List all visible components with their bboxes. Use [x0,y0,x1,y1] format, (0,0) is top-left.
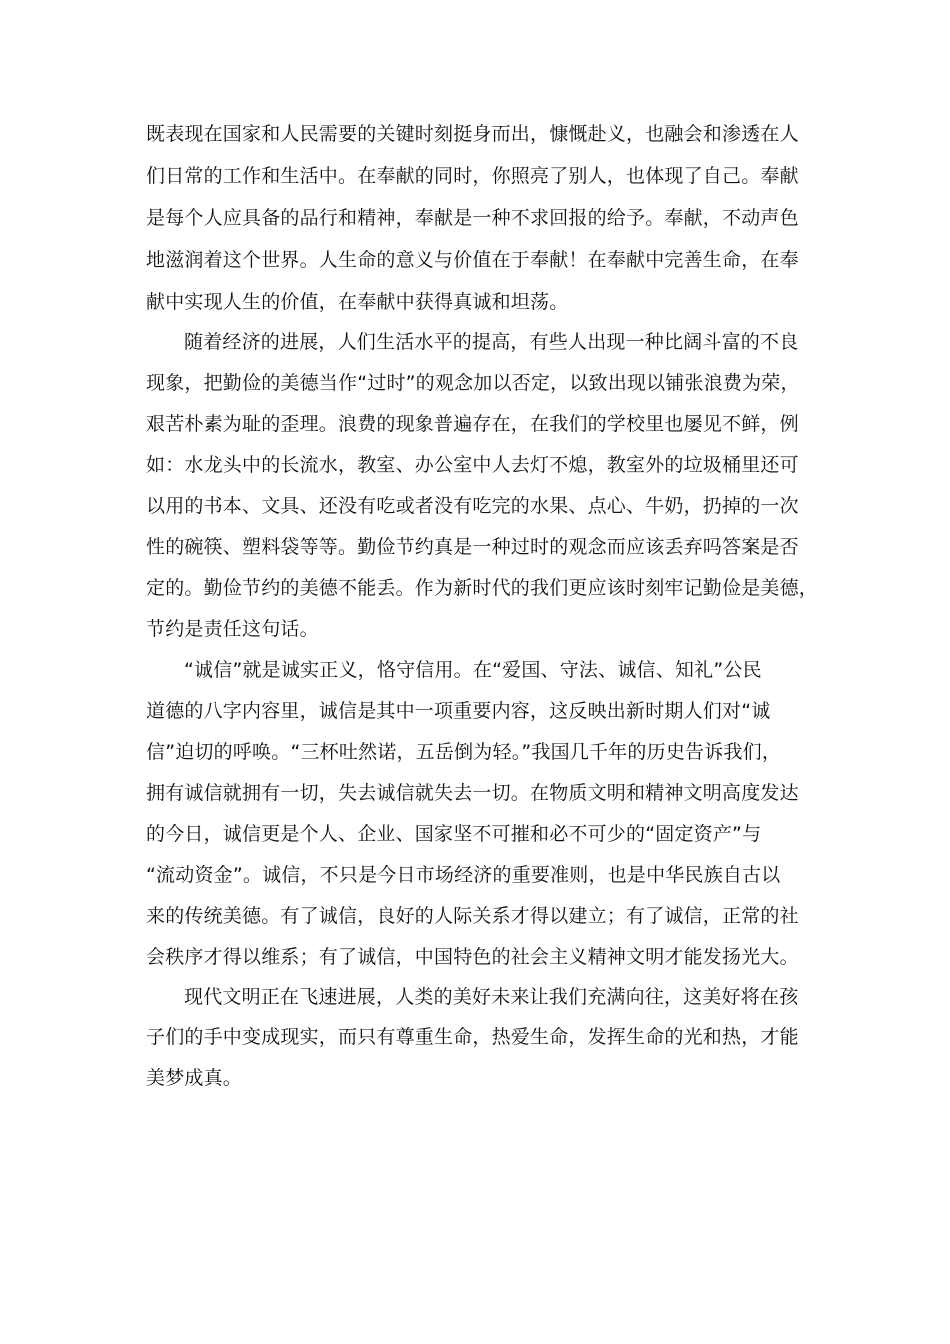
paragraph-first-line: 现代文明正在飞速进展，人类的美好未来让我们充满向往，这美好将在孩 [184,986,799,1008]
text-line: 艰苦朴素为耻的歪理。浪费的现象普遍存在，在我们的学校里也屡见不鲜，例 [146,413,799,435]
text-line: 以用的书本、文具、还没有吃或者没有吃完的水果、点心、牛奶，扔掉的一次 [146,495,799,517]
text-line: 是每个人应具备的品行和精神，奉献是一种不求回报的给予。奉献，不动声色 [146,207,799,229]
text-line: 拥有诚信就拥有一切，失去诚信就失去一切。在物质文明和精神文明高度发达 [146,782,799,804]
text-line: 美梦成真。 [146,1067,243,1089]
text-line: 节约是责任这句话。 [146,618,319,640]
text-line: 们日常的工作和生活中。在奉献的同时，你照亮了别人，也体现了自己。奉献 [146,165,799,187]
text-line: 既表现在国家和人民需要的关键时刻挺身而出，慷慨赴义，也融会和渗透在人 [146,123,799,145]
paragraph-first-line: “诚信”就是诚实正义，恪守信用。在“爱国、守法、诚信、知礼”公民 [184,659,762,681]
text-line: 献中实现人生的价值，在奉献中获得真诚和坦荡。 [146,291,569,313]
text-line: 的今日，诚信更是个人、企业、国家坚不可摧和必不可少的“固定资产”与 [146,823,762,845]
text-line: “流动资金”。诚信，不只是今日市场经济的重要准则，也是中华民族自古以 [146,864,781,886]
text-line: 信”迫切的呼唤。“三杯吐然诺，五岳倒为轻。”我国几千年的历史告诉我们， [146,741,782,763]
text-line: 如：水龙头中的长流水，教室、办公室中人去灯不熄，教室外的垃圾桶里还可 [146,454,799,476]
text-line: 来的传统美德。有了诚信，良好的人际关系才得以建立；有了诚信，正常的社 [146,905,799,927]
text-line: 定的。勤俭节约的美德不能丢。作为新时代的我们更应该时刻牢记勤俭是美德， [146,577,819,599]
paragraph-first-line: 随着经济的进展，人们生活水平的提高，有些人出现一种比阔斗富的不良 [184,331,799,353]
text-line: 子们的手中变成现实，而只有尊重生命，热爱生命，发挥生命的光和热，才能 [146,1026,799,1048]
text-line: 道德的八字内容里，诚信是其中一项重要内容，这反映出新时期人们对“诚 [146,700,771,722]
text-line: 性的碗筷、塑料袋等等。勤俭节约真是一种过时的观念而应该丢弃吗答案是否 [146,536,799,558]
text-line: 会秩序才得以维系；有了诚信，中国特色的社会主义精神文明才能发扬光大。 [146,946,799,968]
text-line: 现象，把勤俭的美德当作“过时”的观念加以否定，以致出现以铺张浪费为荣， [146,372,800,394]
text-line: 地滋润着这个世界。人生命的意义与价值在于奉献！在奉献中完善生命，在奉 [146,249,799,271]
